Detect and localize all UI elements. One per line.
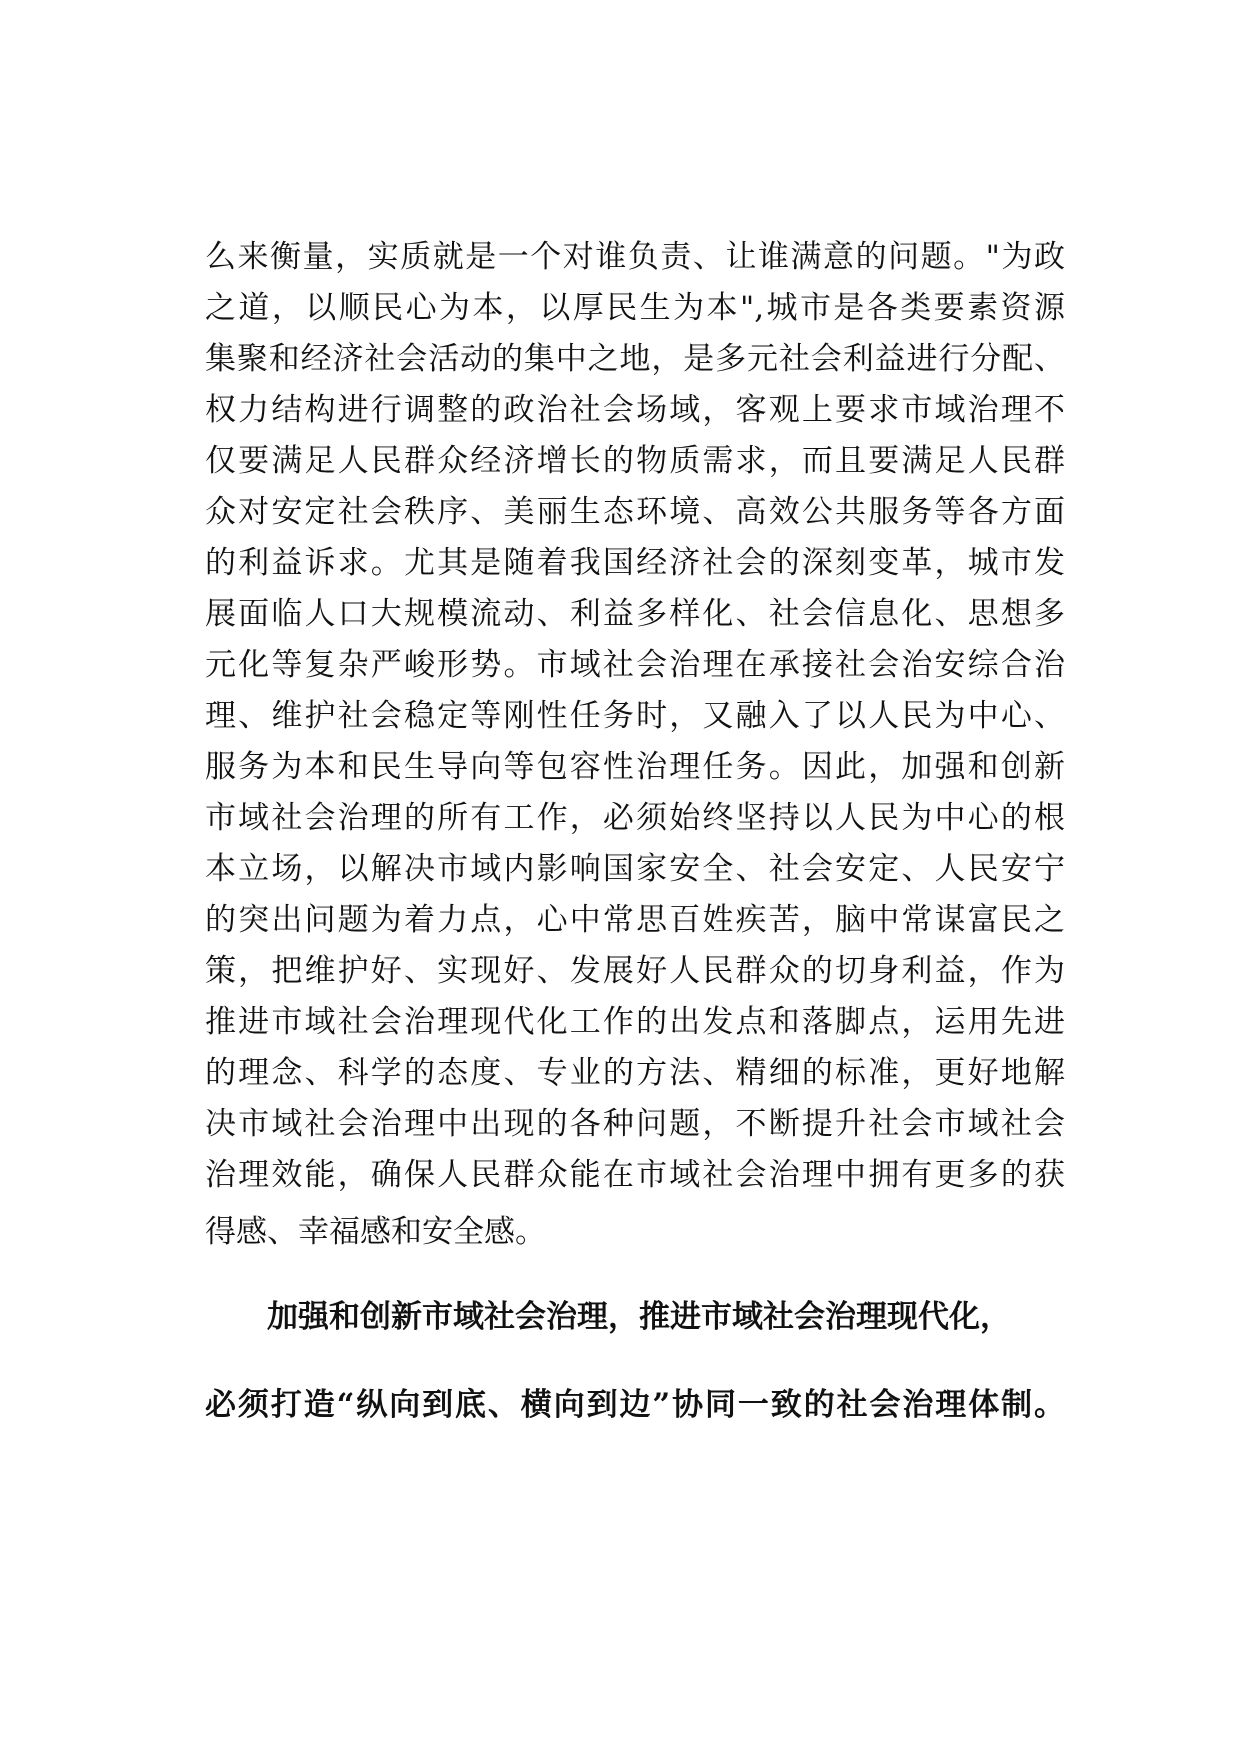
paragraph-line: 么来衡量，实质就是一个对谁负责、让谁满意的问题。"为政 [205,239,1065,275]
bold-line: 加强和创新市域社会治理，推进市域社会治理现代化， [267,1299,1011,1335]
paragraph-line: 推进市域社会治理现代化工作的出发点和落脚点，运用先进 [205,1004,1065,1040]
paragraph-line: 众对安定社会秩序、美丽生态环境、高效公共服务等各方面 [205,494,1065,530]
paragraph-line: 的突出问题为着力点，心中常思百姓疾苦，脑中常谋富民之 [205,902,1065,938]
paragraph-line: 本立场，以解决市域内影响国家安全、社会安定、人民安宁 [205,851,1065,887]
paragraph-line: 仅要满足人民群众经济增长的物质需求，而且要满足人民群 [205,443,1065,479]
paragraph-line: 权力结构进行调整的政治社会场域，客观上要求市域治理不 [205,392,1065,428]
paragraph-line: 展面临人口大规模流动、利益多样化、社会信息化、思想多 [205,596,1065,632]
paragraph-line: 得感、幸福感和安全感。 [205,1214,546,1250]
paragraph-line: 服务为本和民生导向等包容性治理任务。因此，加强和创新 [205,749,1065,785]
paragraph-line: 的理念、科学的态度、专业的方法、精细的标准，更好地解 [205,1055,1065,1091]
paragraph-line: 市域社会治理的所有工作，必须始终坚持以人民为中心的根 [205,800,1065,836]
paragraph-line: 之道，以顺民心为本，以厚民生为本",城市是各类要素资源 [205,290,1065,326]
paragraph-line: 决市域社会治理中出现的各种问题，不断提升社会市域社会 [205,1106,1065,1142]
bold-line: 必须打造“纵向到底、横向到边”协同一致的社会治理体制。 [205,1387,1065,1423]
paragraph-line: 集聚和经济社会活动的集中之地，是多元社会利益进行分配、 [205,341,1065,377]
paragraph-line: 理、维护社会稳定等刚性任务时，又融入了以人民为中心、 [205,698,1065,734]
paragraph-line: 的利益诉求。尤其是随着我国经济社会的深刻变革，城市发 [205,545,1065,581]
body-paragraph [205,232,1065,1258]
paragraph-line: 元化等复杂严峻形势。市域社会治理在承接社会治安综合治 [205,647,1065,683]
bold-paragraph [205,1287,1065,1435]
paragraph-line: 治理效能，确保人民群众能在市域社会治理中拥有更多的获 [205,1157,1065,1193]
paragraph-line: 策，把维护好、实现好、发展好人民群众的切身利益，作为 [205,953,1065,989]
